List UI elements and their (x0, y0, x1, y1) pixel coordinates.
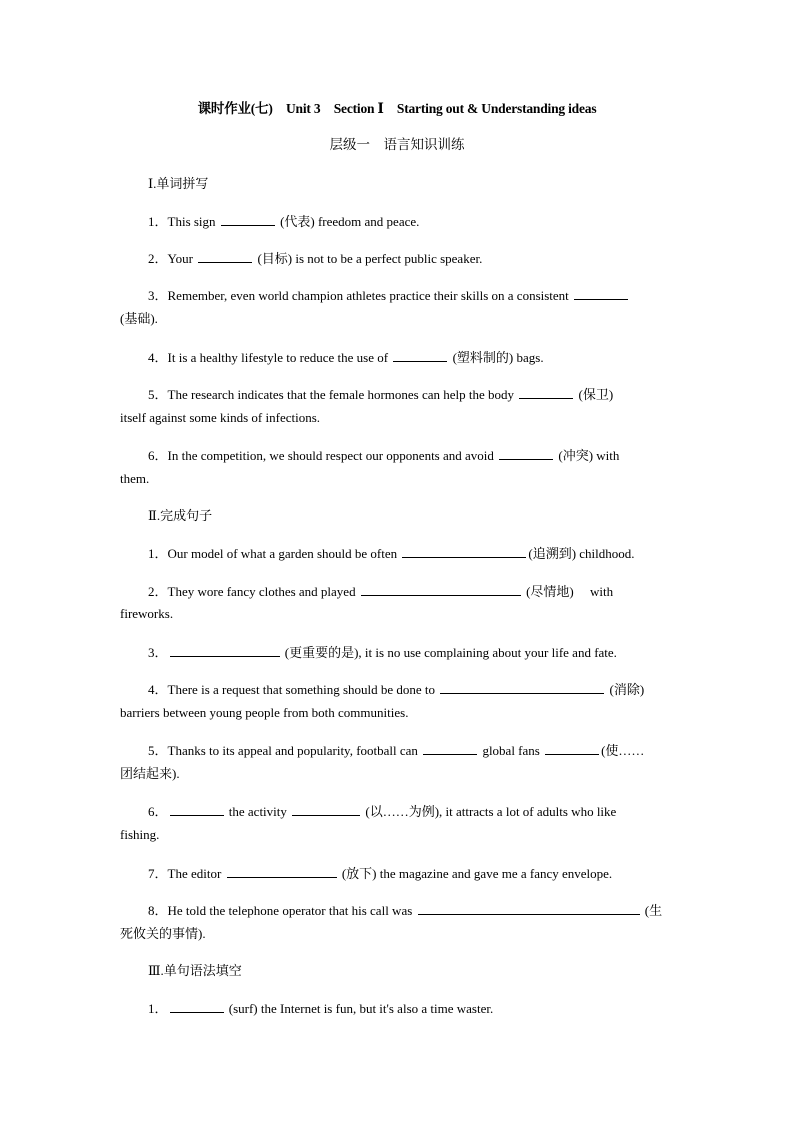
question-2-7: 7．The editor (放下) the magazine and gave me a fancy envelope. (148, 866, 613, 881)
answer-blank[interactable] (292, 803, 360, 816)
question-1-2: 2．Your (目标) is not to be a perfect public speaker. (148, 251, 483, 266)
answer-blank[interactable] (574, 287, 628, 300)
question-1-1: 1．This sign (代表) freedom and peace. (148, 214, 420, 229)
answer-blank[interactable] (499, 447, 553, 460)
section-heading-2: Ⅱ.完成句子 (148, 508, 213, 523)
answer-blank[interactable] (440, 681, 604, 694)
answer-blank[interactable] (423, 742, 477, 755)
answer-blank[interactable] (361, 583, 521, 596)
question-1-6: 6．In the competition, we should respect our opponents and avoid (冲突) with (148, 448, 620, 463)
answer-blank[interactable] (170, 644, 280, 657)
question-2-2: 2．They wore fancy clothes and played (尽情地) with (148, 584, 614, 599)
question-2-6: 6． the activity (以……为例), it attracts a lot of adults who like (148, 804, 617, 819)
answer-blank[interactable] (545, 742, 599, 755)
question-1-3-cont: (基础). (120, 311, 158, 326)
answer-blank[interactable] (402, 545, 526, 558)
question-2-3: 3． (更重要的是), it is no use complaining about your life and fate. (148, 645, 617, 660)
answer-blank[interactable] (221, 213, 275, 226)
question-1-3: 3．Remember, even world champion athletes practice their skills on a consistent (148, 287, 630, 304)
answer-blank[interactable] (170, 1000, 224, 1013)
answer-blank[interactable] (519, 386, 573, 399)
section-heading-1: Ⅰ.单词拼写 (148, 176, 209, 191)
question-2-4-cont: barriers between young people from both communities. (120, 705, 409, 720)
answer-blank[interactable] (227, 865, 337, 878)
level-subtitle: 层级一 语言知识训练 (329, 137, 465, 152)
question-2-5: 5．Thanks to its appeal and popularity, football can global fans (使…… (148, 743, 645, 758)
question-1-5: 5．The research indicates that the female hormones can help the body (保卫) (148, 387, 614, 402)
question-1-4: 4．It is a healthy lifestyle to reduce the use of (塑料制的) bags. (148, 350, 544, 365)
answer-blank[interactable] (393, 349, 447, 362)
answer-blank[interactable] (198, 250, 252, 263)
answer-blank[interactable] (170, 803, 224, 816)
question-2-8-cont: 死攸关的事情). (120, 926, 206, 941)
question-1-6-cont: them. (120, 471, 150, 486)
question-1-5-cont: itself against some kinds of infections. (120, 410, 321, 425)
question-2-1: 1．Our model of what a garden should be often (追溯到) childhood. (148, 546, 635, 561)
section-heading-3: Ⅲ.单句语法填空 (148, 963, 242, 978)
question-2-6-cont: fishing. (120, 827, 160, 842)
question-2-2-cont: fireworks. (120, 606, 174, 621)
question-2-4: 4．There is a request that something should be done to (消除) (148, 682, 645, 697)
question-2-5-cont: 团结起来). (120, 766, 180, 781)
page-title: 课时作业(七) Unit 3 Section Ⅰ Starting out & Understanding ideas (197, 101, 597, 116)
answer-blank[interactable] (418, 902, 640, 915)
question-2-8: 8．He told the telephone operator that his call was (生 (148, 903, 663, 918)
question-3-1: 1． (surf) the Internet is fun, but it's also a time waster. (148, 1001, 494, 1016)
